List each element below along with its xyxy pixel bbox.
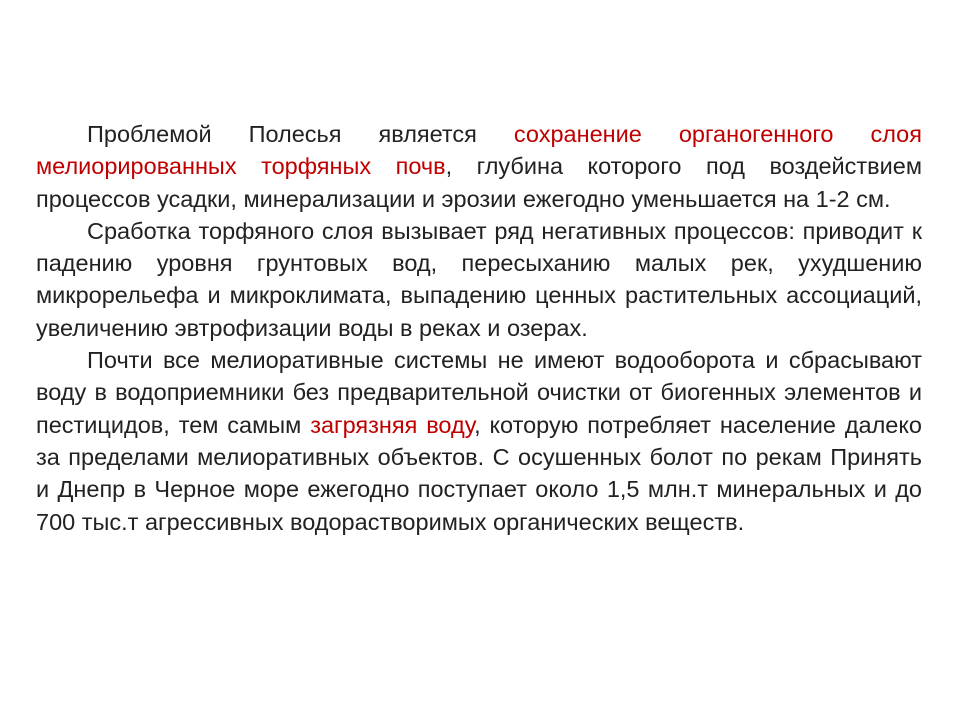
highlight-organogenic-layer: сохранение органогенного слоя мелиорированных торфяных почв — [36, 121, 922, 180]
highlight-polluting-water: загрязняя воду — [310, 411, 475, 438]
paragraph-3-part-3: , которую потребляет население далеко за пределами мелиоративных объектов. С осушенных болот по рекам Принять и Днепр в Черное море ежегодно поступает около 1,5 млн.т минеральных и до 700 тыс.т агрессивных водорастворимых органических веществ. — [36, 411, 922, 535]
paragraph-1-part-1: Проблемой Полесья является — [87, 121, 514, 147]
paragraph-2-part-1: Сработка торфяного слоя вызывает ряд негативных процессов: приводит к падению уровня грунтовых вод, пересыханию малых рек, ухудшению микрорельефа и микроклимата, выпадению ценных растительных ассоциаций, увеличению эвтрофизации воды в реках и озерах. — [36, 217, 922, 341]
paragraph-3-part-1: Почти все мелиоративные системы не имеют водооборота и сбрасывают воду в водоприемники без предварительной очистки от биогенных элементов и пестицидов, тем самым — [36, 347, 922, 438]
paragraph-3 — [36, 344, 922, 538]
paragraph-1 — [36, 118, 922, 215]
paragraph-1-part-3: , глубина которого под воздействием процессов усадки, минерализации и эрозии ежегодно уменьшается на 1-2 см. — [36, 153, 922, 212]
slide-text-body — [36, 118, 922, 538]
paragraph-2 — [36, 215, 922, 344]
